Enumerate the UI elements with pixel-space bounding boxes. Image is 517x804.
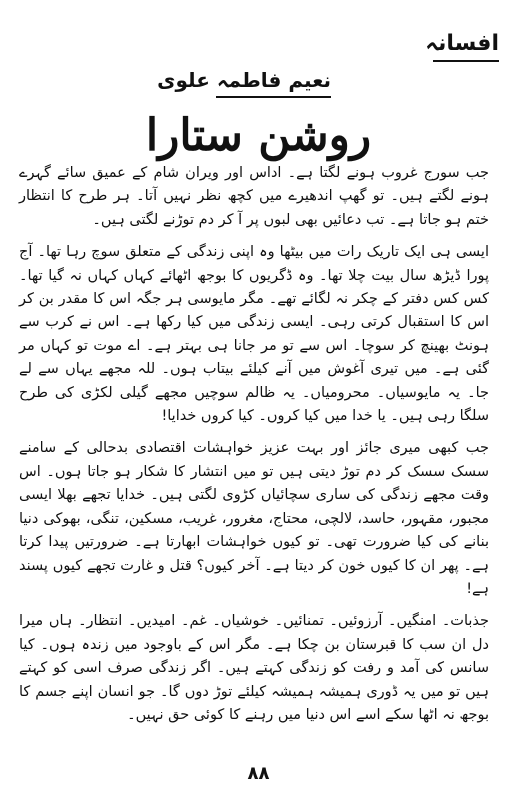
paragraph: جب سورج غروب ہونے لگتا ہے۔ اداس اور ویران شام کے عمیق سائے گہرے ہونے لگتے ہیں۔ تو گھپ اندھیرے میں کچھ نظر نہیں آتا۔ ہر طرح کا انتظار ختم ہو جاتا ہے۔ تب دعائیں بھی لبوں پر آ کر دم توڑنے لگتی ہیں۔ (19, 165, 489, 228)
story-title: روشن ستارا (145, 110, 372, 161)
author-underline (216, 96, 331, 98)
section-label: افسانہ (425, 31, 499, 56)
paragraph: ایسی ہی ایک تاریک رات میں بیٹھا وہ اپنی زندگی کے متعلق سوچ رہا تھا۔ آج پورا ڈیڑھ سال بیت چلا تھا۔ وہ ڈگریوں کا بوجھ اٹھائے کہاں کہاں نہ گیا تھا۔ کس کس دفتر کے چکر نہ لگائے تھے۔ مگر مایوسی ہر جگہ اس کا مقدر بن کر اس کا استقبال کرتی رہی۔ ایسی زندگی میں کیا رکھا ہے۔ اس نے کرب سے ہونٹ بھینچ کر سوچا۔ اس سے تو مر جانا ہی بہتر ہے۔ اے موت تو کہاں مر گئی ہے۔ میں تیری آغوش میں آنے کیلئے بیتاب ہوں۔ للہ مجھے یہاں سے لے جا۔ یہ مایوسیاں۔ محرومیاں۔ یہ ظالم سوچیں مجھے گیلی لکڑی کی طرح سلگا رہی ہیں۔ یا خدا میں کیا کروں۔ کیا کروں خدایا! (19, 244, 489, 425)
paragraph: جب کبھی میری جائز اور بہت عزیز خواہشات اقتصادی بدحالی کے سامنے سسک سسک کر دم توڑ دیتی ہیں تو میں انتشار کا شکار ہو جاتا ہوں۔ اس وقت مجھے زندگی کی ساری سچائیاں کڑوی لگتی ہیں۔ خدایا تجھے بھلا ایسی مجبور، مقہور، حاسد، لالچی، محتاج، مغرور، غریب، مسکین، تنگی، بھوکی دنیا بنانے کی کیا ضرورت تھی۔ تو کیوں خواہشات ابھارتا ہے۔ ضرورتیں پیدا کرتا ہے۔ پھر ان کا کیوں خون کر دیتا ہے۔ آخر کیوں؟ قتل و غارت تجھے کیوں پسند ہے! (19, 440, 489, 597)
page-number: ۸۸ (247, 763, 270, 784)
story-body (19, 162, 489, 736)
author-name: نعیم فاطمہ علوی (157, 68, 331, 92)
section-label-underline (433, 60, 499, 62)
paragraph: جذبات۔ امنگیں۔ آرزوئیں۔ تمنائیں۔ خوشیاں۔ غم۔ امیدیں۔ انتظار۔ ہاں میرا دل ان سب کا قبرستان بن چکا ہے۔ مگر اس کے باوجود میں زندہ ہوں۔ کیا سانس کی آمد و رفت کو زندگی کہتے ہیں۔ اگر زندگی صرف اسی کو کہتے ہیں تو میں یہ ڈوری ہمیشہ ہمیشہ کیلئے توڑ دوں گا۔ جو انسان اپنے جسم کا بوجھ نہ اٹھا سکے اسے اس دنیا میں رہنے کا کوئی حق نہیں۔ (19, 613, 489, 723)
